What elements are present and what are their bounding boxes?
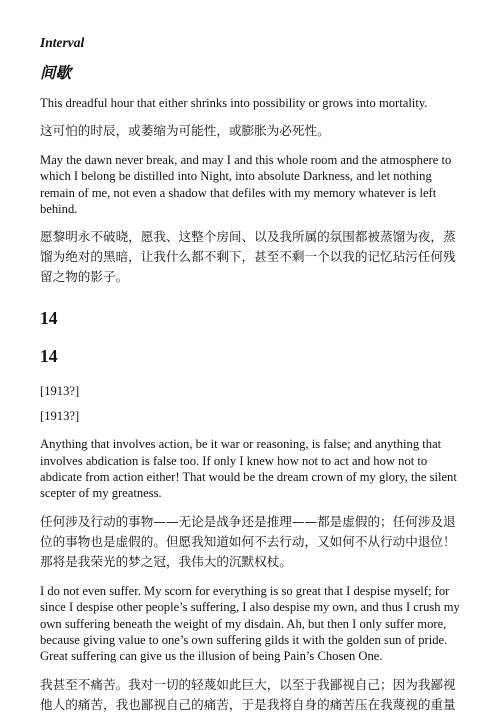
section-number-zh: 14 [40,346,58,367]
date-note-en: [1913?] [40,384,80,399]
paragraph-zh: 愿黎明永不破晓，愿我、这整个房间、以及我所属的氛围都被蒸馏为夜，蒸馏为绝对的黑暗，让我什么都不剩下，甚至不剩一个以我的记忆玷污任何残留之物的影子。 [40,229,456,285]
paragraph-en: I do not even suffer. My scorn for everything is so great that I despise myself; for since I despise other people’s suffering, I also despise my own, and thus I crush my own suffering beneath the weight of my disdain. Ah, but then I only suffer more, because giving value to one’s own suffering gilds it with the golden sun of pride. Great suffering can give us the illusion of being Pain’s Chosen One. [40,584,460,664]
date-note-zh: [1913?] [40,409,80,424]
section-title-en: Interval [40,35,85,50]
section-title-zh: 间歇 [40,64,72,82]
document-page [40,34,460,715]
paragraph-zh: 任何涉及行动的事物——无论是战争还是推理——都是虚假的；任何涉及退位的事物也是虚假的。但愿我知道如何不去行动，又如何不从行动中退位！那将是我荣光的梦之冠，我伟大的沉默权杖。 [40,514,456,570]
section-number-en: 14 [40,308,58,329]
paragraph-zh: 这可怕的时辰，或萎缩为可能性，或膨胀为必死性。 [40,123,330,139]
paragraph-en: May the dawn never break, and may I and this whole room and the atmosphere to which I belong be distilled into Night, into absolute Darkness, and let nothing remain of me, not even a shadow that defiles with my memory whatever is left behind. [40,153,452,216]
paragraph-en: This dreadful hour that either shrinks into possibility or grows into mortality. [40,96,428,110]
paragraph-zh: 我甚至不痛苦。我对一切的轻蔑如此巨大，以至于我鄙视自己；因为我鄙视他人的痛苦，我也鄙视自己的痛苦，于是我将自身的痛苦压在我蔑视的重量 [40,677,456,713]
paragraph-en: Anything that involves action, be it war or reasoning, is false; and anything that involves abdication is false too. If only I knew how not to act and how not to abdicate from action either! That would be the dream crown of my glory, the silent scepter of my greatness. [40,437,457,501]
